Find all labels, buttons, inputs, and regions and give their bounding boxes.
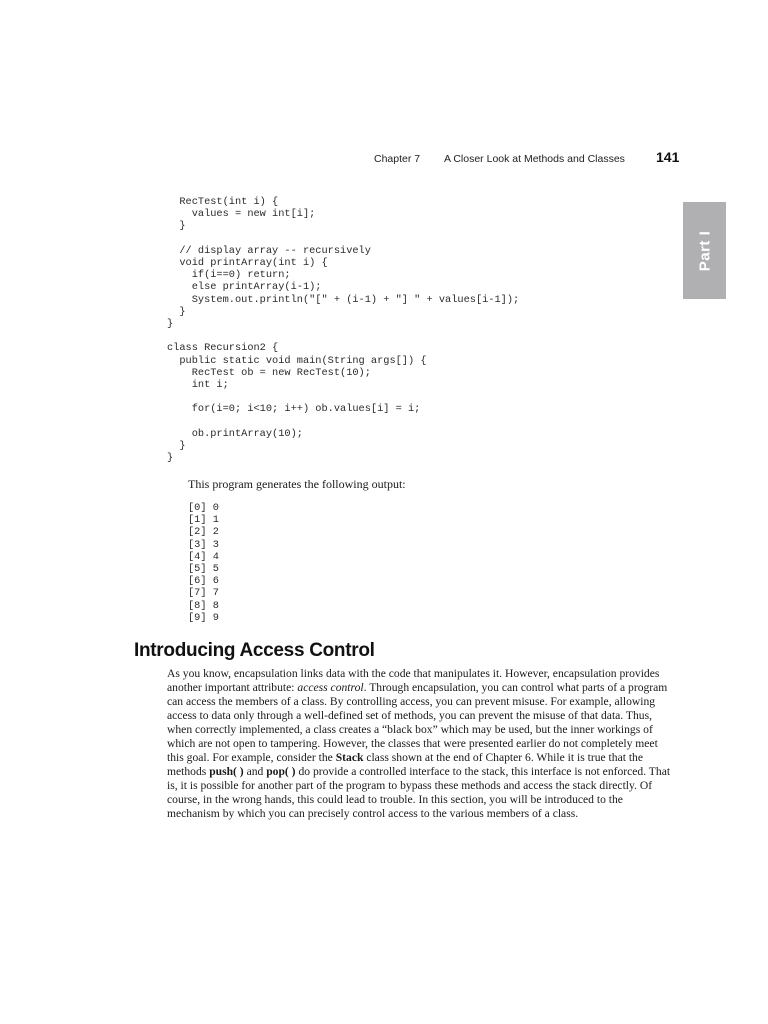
output-intro-text: This program generates the following output: bbox=[188, 477, 406, 491]
code-listing: RecTest(int i) { values = new int[i]; } // display array -- recursively void printArray(int i) { if(i==0) return; else printArray(i-1); System.out.println("[" + (i-1) + "] " + values[i-1]); } } class Recursion2 { public static void main(String args[]) { RecTest ob = new RecTest(10); int i; for(i=0; i<10; i++) ob.values[i] = i; ob.printArray(10); } } bbox=[167, 196, 520, 465]
part-label: Part I bbox=[696, 230, 713, 271]
chapter-label: Chapter 7 bbox=[374, 153, 421, 165]
code-term-pop: pop( ) bbox=[266, 765, 296, 778]
page-number: 141 bbox=[656, 149, 680, 165]
program-output-listing: [0] 0 [1] 1 [2] 2 [3] 3 [4] 4 [5] 5 [6] 6 [7] 7 [8] 8 [9] 9 bbox=[188, 502, 219, 624]
paragraph-text: . Through encapsulation, you can control what parts of a program can access the members of a class. By controlling access, you can prevent misuse. For example, allowing access to data only through a well-defined set of methods, you can prevent the misuse of that data. Thus, when correctly implemented, a class creates a “black box” which may be used, but the inner workings of which are not open to tampering. However, the classes that were presented earlier do not completely meet this goal. For example, consider the bbox=[167, 681, 668, 764]
paragraph-text: class shown at the end of Chapter 6. While it is true that the methods bbox=[167, 751, 644, 778]
paragraph-text: As you know, encapsulation links data with the code that manipulates it. However, encapsulation provides another important attribute: bbox=[167, 667, 660, 694]
emphasis-term: access control bbox=[297, 681, 364, 694]
part-side-tab bbox=[683, 202, 726, 299]
body-paragraph bbox=[167, 667, 671, 821]
running-head bbox=[0, 149, 680, 171]
chapter-title: A Closer Look at Methods and Classes bbox=[444, 153, 625, 165]
paragraph-text: do provide a controlled interface to the stack, this interface is not enforced. That is, it is possible for another part of the program to bypass these methods and access the stack directly. Of course, in the wrong hands, this could lead to trouble. In this section, you will be introduced to the mechanism by which you can precisely control access to the various members of a class. bbox=[167, 765, 671, 820]
code-term-stack: Stack bbox=[335, 751, 364, 764]
paragraph-text: and bbox=[243, 765, 267, 778]
section-heading: Introducing Access Control bbox=[134, 640, 375, 661]
code-term-push: push( ) bbox=[209, 765, 244, 778]
